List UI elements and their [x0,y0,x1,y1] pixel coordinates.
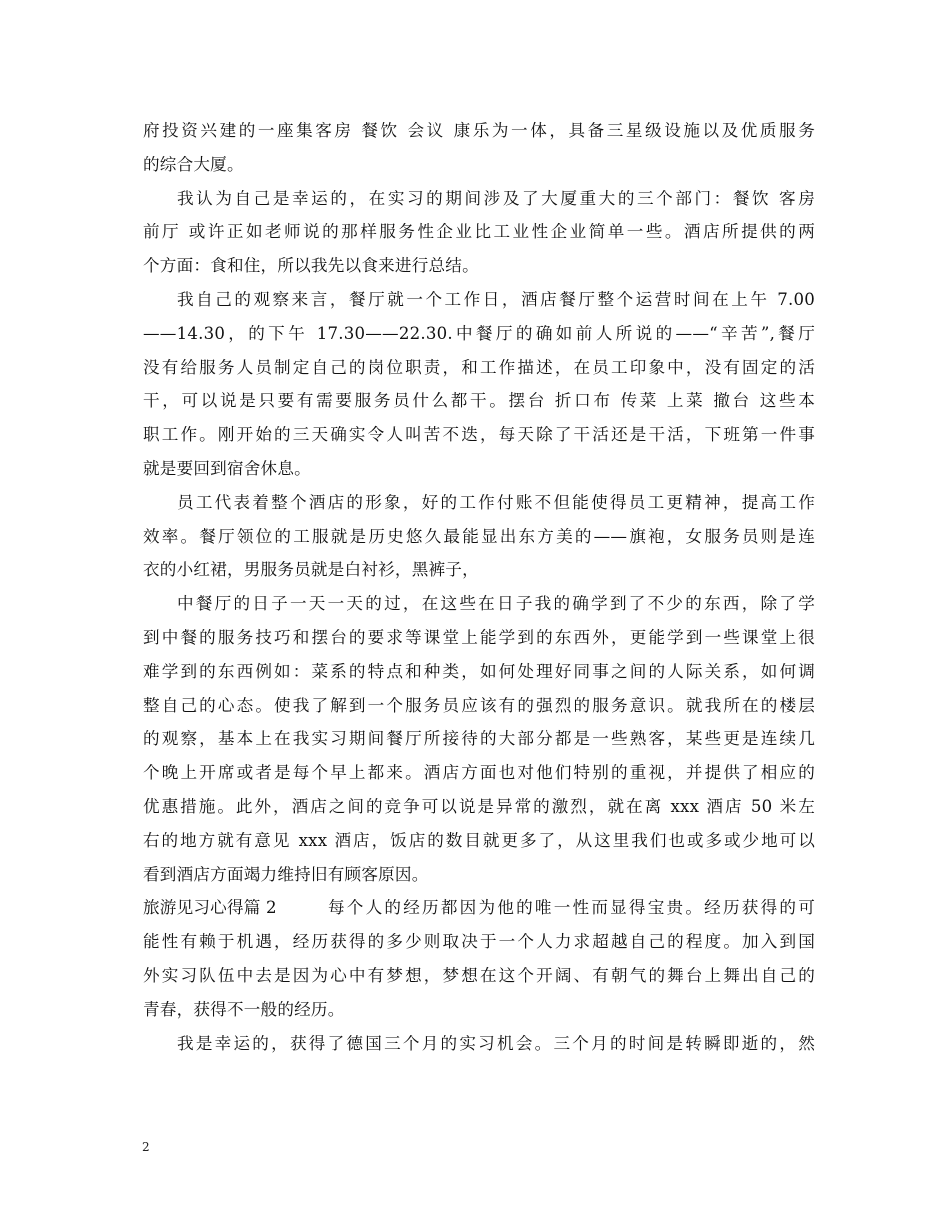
text-line: 右的地方就有意见 xxx 酒店，饭店的数目就更多了，从这里我们也或多或少地可以 [143,830,815,850]
text-line: ——14.30，的下午 17.30——22.30.中餐厅的确如前人所说的——“辛苦”,餐厅 [143,323,815,343]
text-line: 我是幸运的，获得了德国三个月的实习机会。三个月的时间是转瞬即逝的，然 [177,1033,815,1053]
document-body [143,114,815,1060]
text-line: 看到酒店方面竭力维持旧有顾客原因。 [143,864,429,884]
text-line: 我自己的观察来言，餐厅就一个工作日，酒店餐厅整个运营时间在上午 7.00 [177,289,815,309]
text-line: 整自己的心态。使我了解到一个服务员应该有的强烈的服务意识。就我所在的楼层 [143,695,815,715]
text-line: 府投资兴建的一座集客房 餐饮 会议 康乐为一体，具备三星级设施以及优质服务 [143,121,815,140]
section-heading: 旅游见习心得篇 2 [143,898,277,918]
text-line: 中餐厅的日子一天一天的过，在这些在日子我的确学到了不少的东西，除了学 [177,594,815,614]
text-line: 青春，获得不一般的经历。 [143,999,345,1019]
text-line: 干，可以说是只要有需要服务员什么都干。摆台 折口布 传菜 上菜 撤台 这些本 [143,391,815,411]
text-line: 能性有赖于机遇，经历获得的多少则取决于一个人力求超越自己的程度。加入到国 [143,932,815,952]
text-line: 到中餐的服务技巧和摆台的要求等课堂上能学到的东西外，更能学到一些课堂上很 [143,627,815,647]
page-number: 2 [142,1140,150,1154]
text-line: 的观察，基本上在我实习期间餐厅所接待的大部分都是一些熟客，某些更是连续几 [143,729,815,749]
text-line: 我认为自己是幸运的，在实习的期间涉及了大厦重大的三个部门：餐饮 客房 [177,188,815,208]
text-line: 没有给服务人员制定自己的岗位职责，和工作描述，在员工印象中，没有固定的活 [143,357,815,377]
text-line: 衣的小红裙，男服务员就是白衬衫，黑裤子， [143,560,479,580]
text-line: 优惠措施。此外，酒店之间的竞争可以说是异常的激烈，就在离 xxx 酒店 50 米左 [143,796,815,816]
text-line: 个方面：食和住，所以我先以食来进行总结。 [143,256,479,276]
text-line: 职工作。刚开始的三天确实令人叫苦不迭，每天除了干活还是干活，下班第一件事 [143,425,815,445]
text-line: 员工代表着整个酒店的形象，好的工作付账不但能使得员工更精神，提高工作 [177,492,815,512]
text-line: 难学到的东西例如：菜系的特点和种类，如何处理好同事之间的人际关系，如何调 [143,661,815,681]
text-line: 的综合大厦。 [143,154,244,174]
text-line: 前厅 或许正如老师说的那样服务性企业比工业性企业简单一些。酒店所提供的两 [143,222,815,242]
text-line: 就是要回到宿舍休息。 [143,458,311,478]
text-line: 效率。餐厅领位的工服就是历史悠久最能显出东方美的——旗袍，女服务员则是连 [143,526,815,546]
text-line: 每个人的经历都因为他的唯一性而显得宝贵。经历获得的可 [328,898,815,918]
section-heading-line [143,891,815,925]
text-line: 个晚上开席或者是每个早上都来。酒店方面也对他们特别的重视，并提供了相应的 [143,763,815,783]
text-line: 外实习队伍中去是因为心中有梦想，梦想在这个开阔、有朝气的舞台上舞出自己的 [143,965,815,985]
